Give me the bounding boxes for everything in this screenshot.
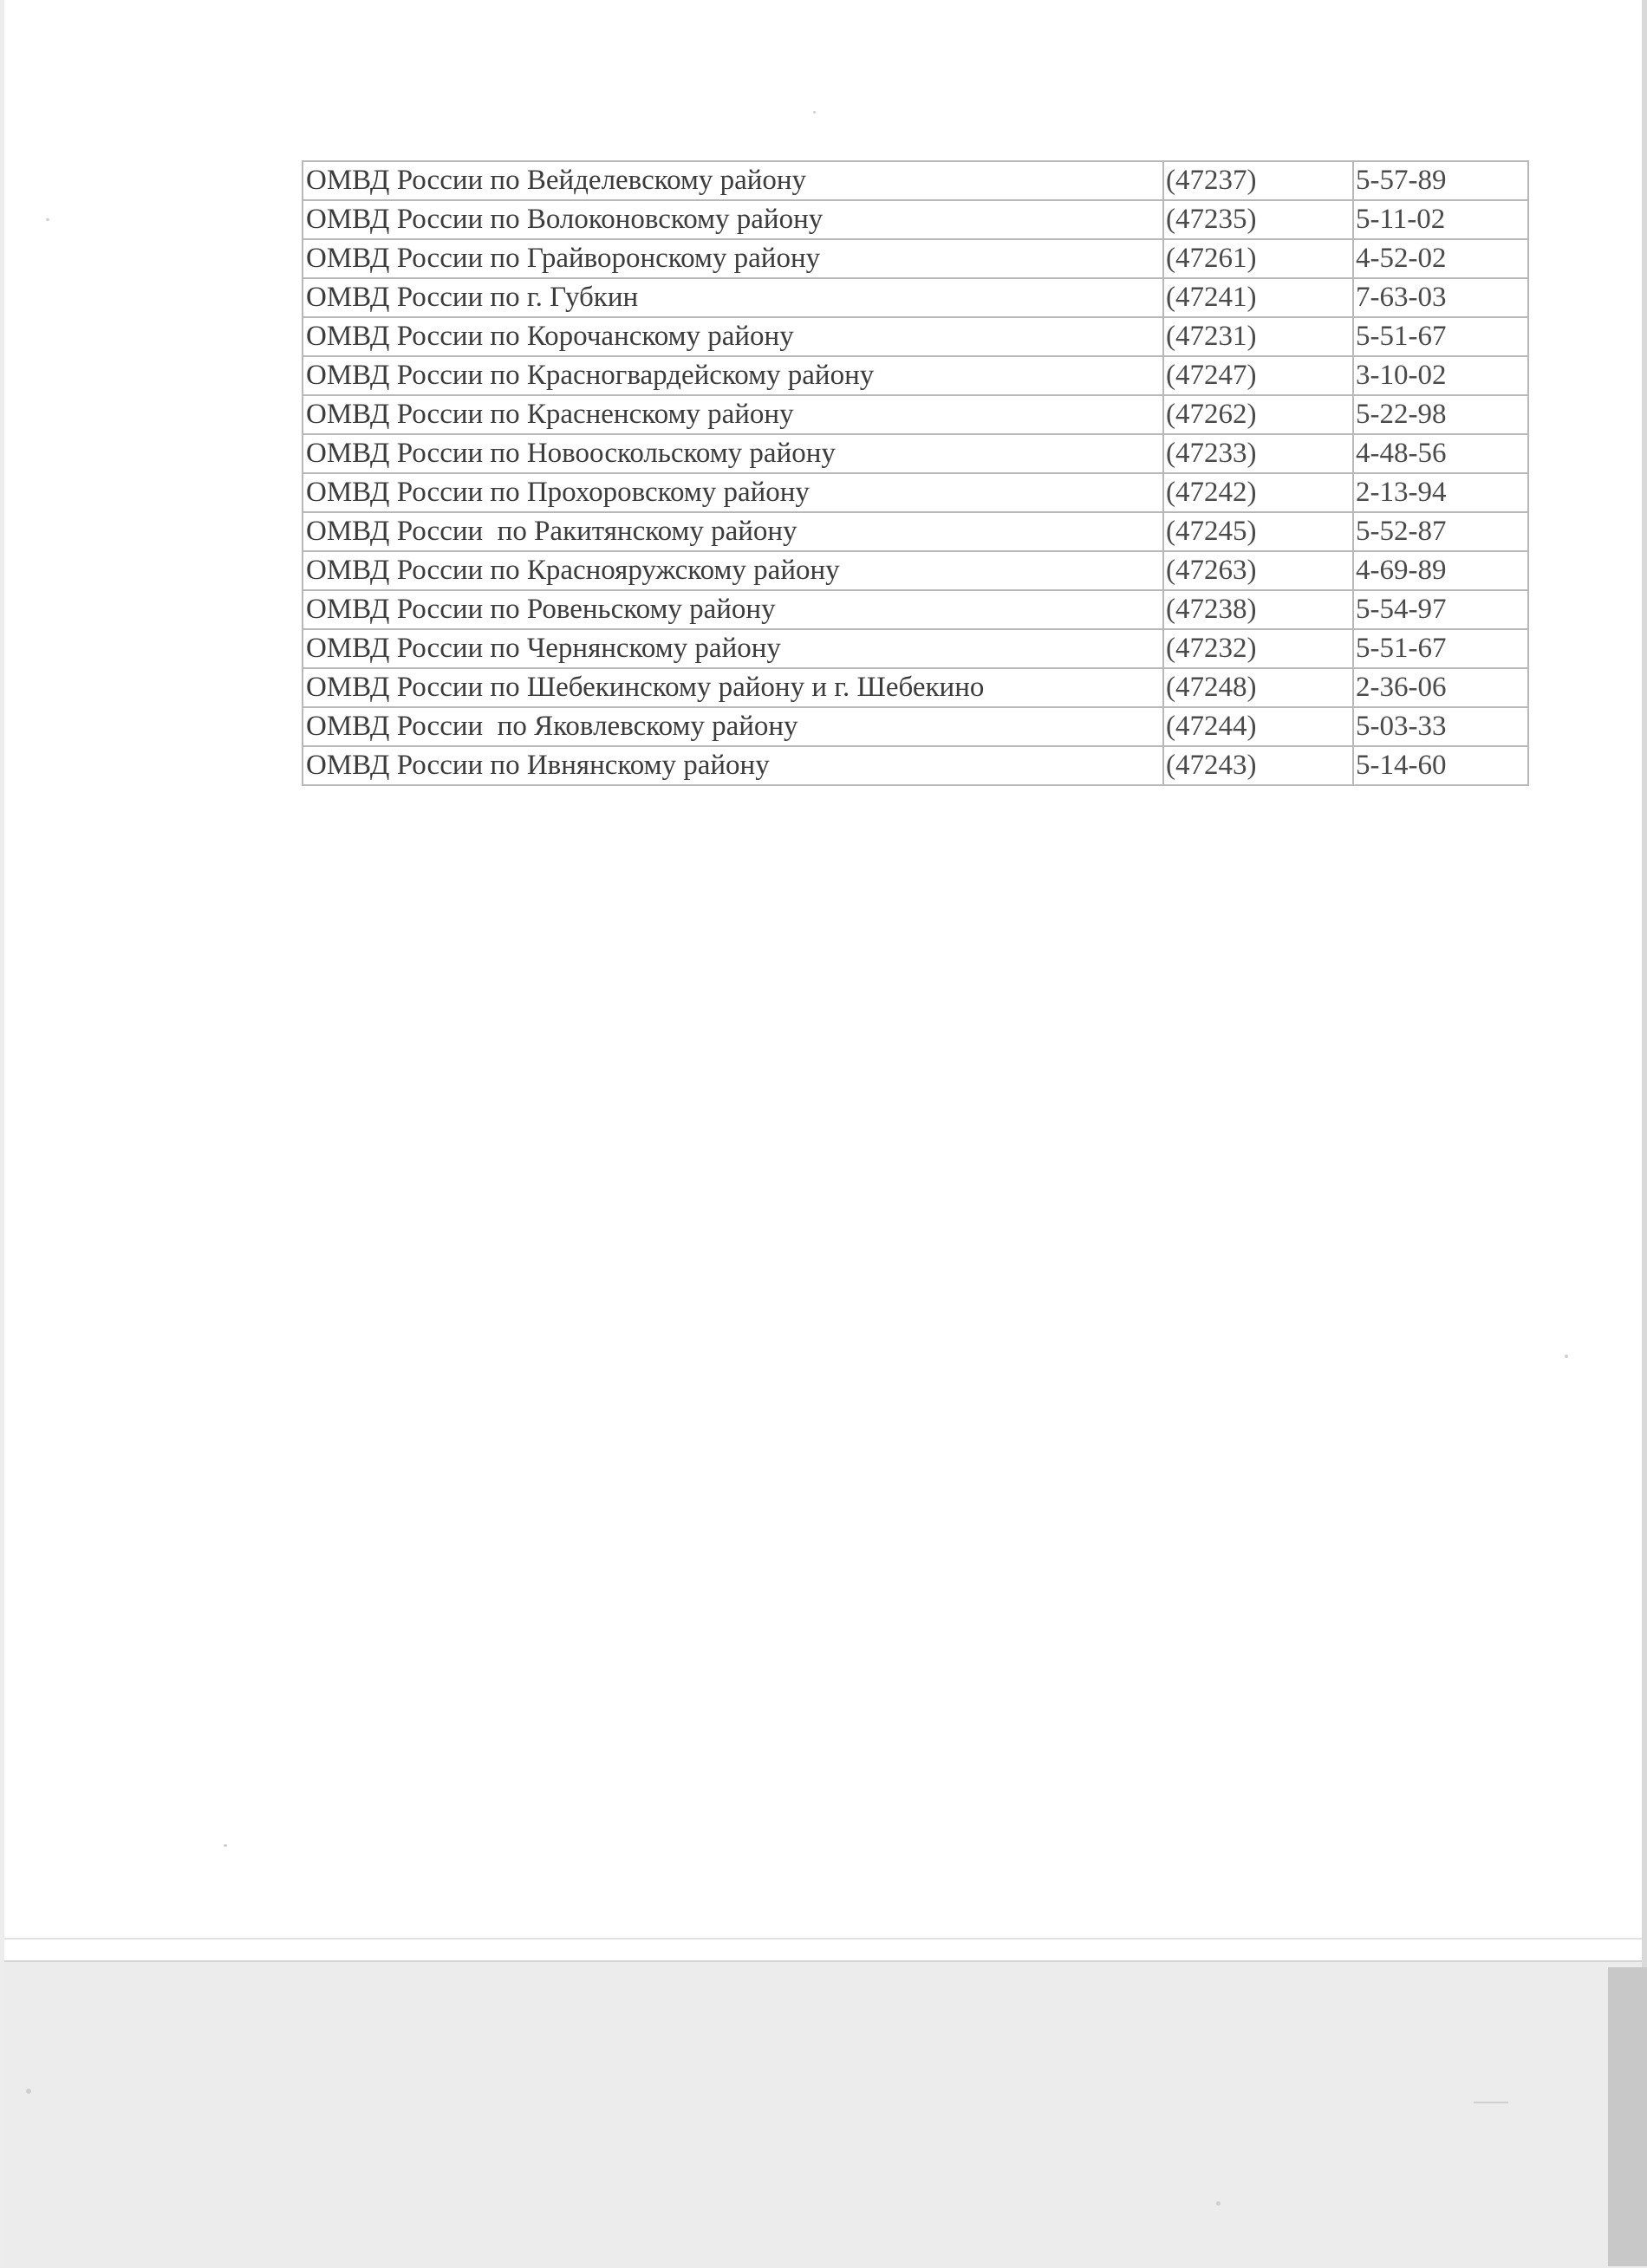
department-name-cell: ОМВД России по Шебекинскому району и г. Шебекино [303,668,1163,707]
scan-speck [26,2089,31,2094]
area-code-cell: (47233) [1163,434,1353,473]
table-row [303,395,1528,434]
table-row [303,707,1528,746]
department-name-cell: ОМВД России по г. Губкин [303,278,1163,317]
scanner-edge-line [0,1938,1647,1940]
scan-speck [1474,2102,1508,2103]
area-code-cell: (47238) [1163,590,1353,629]
department-name-cell: ОМВД России по Грайворонскому району [303,239,1163,278]
area-code-cell: (47231) [1163,317,1353,356]
phone-number-cell: 5-52-87 [1353,512,1528,551]
phone-number-cell: 5-57-89 [1353,161,1528,200]
scan-speck [224,1844,227,1847]
area-code-cell: (47262) [1163,395,1353,434]
table-row [303,317,1528,356]
area-code-cell: (47248) [1163,668,1353,707]
phone-number-cell: 7-63-03 [1353,278,1528,317]
scanner-bed-area [0,1960,1647,2268]
department-name-cell: ОМВД России по Чернянскому району [303,629,1163,668]
area-code-cell: (47243) [1163,746,1353,785]
department-name-cell: ОМВД России по Волоконовскому району [303,200,1163,239]
scan-speck [813,111,816,114]
department-name-cell: ОМВД России по Корочанскому району [303,317,1163,356]
area-code-cell: (47263) [1163,551,1353,590]
area-code-cell: (47235) [1163,200,1353,239]
table-row [303,512,1528,551]
phone-number-cell: 5-54-97 [1353,590,1528,629]
table-row [303,551,1528,590]
table-row [303,200,1528,239]
department-name-cell: ОМВД России по Красненскому району [303,395,1163,434]
department-name-cell: ОМВД России по Вейделевскому району [303,161,1163,200]
phone-number-cell: 4-48-56 [1353,434,1528,473]
phone-number-cell: 5-14-60 [1353,746,1528,785]
phone-number-cell: 5-22-98 [1353,395,1528,434]
right-scan-edge [1642,0,1647,2266]
table-body [303,161,1528,785]
left-scan-edge [0,0,4,2266]
area-code-cell: (47232) [1163,629,1353,668]
area-code-cell: (47241) [1163,278,1353,317]
department-name-cell: ОМВД России по Прохоровскому району [303,473,1163,512]
table-row [303,746,1528,785]
phone-number-cell: 5-11-02 [1353,200,1528,239]
table-row [303,161,1528,200]
table-row [303,473,1528,512]
phone-number-cell: 5-51-67 [1353,629,1528,668]
area-code-cell: (47244) [1163,707,1353,746]
phone-number-cell: 5-03-33 [1353,707,1528,746]
area-code-cell: (47245) [1163,512,1353,551]
phone-number-cell: 5-51-67 [1353,317,1528,356]
department-name-cell: ОМВД России по Яковлевскому району [303,707,1163,746]
department-name-cell: ОМВД России по Красногвардейскому району [303,356,1163,395]
department-name-cell: ОМВД России по Краснояружскому району [303,551,1163,590]
scan-speck [1565,1355,1568,1358]
phone-number-cell: 2-36-06 [1353,668,1528,707]
table-row [303,434,1528,473]
department-name-cell: ОМВД России по Ивнянскому району [303,746,1163,785]
phone-number-cell: 4-69-89 [1353,551,1528,590]
phone-number-cell: 4-52-02 [1353,239,1528,278]
area-code-cell: (47242) [1163,473,1353,512]
department-name-cell: ОМВД России по Новооскольскому району [303,434,1163,473]
table-row [303,629,1528,668]
table-row [303,278,1528,317]
area-code-cell: (47247) [1163,356,1353,395]
scan-speck [1216,2201,1221,2206]
phone-number-cell: 3-10-02 [1353,356,1528,395]
department-name-cell: ОМВД России по Ровеньскому району [303,590,1163,629]
table-row [303,356,1528,395]
scan-speck [46,218,49,221]
phone-number-cell: 2-13-94 [1353,473,1528,512]
department-name-cell: ОМВД России по Ракитянскому району [303,512,1163,551]
scanner-corner-shadow [1608,1967,1647,2266]
area-code-cell: (47237) [1163,161,1353,200]
area-code-cell: (47261) [1163,239,1353,278]
omvd-phone-table [302,160,1529,786]
table-row [303,668,1528,707]
table-row [303,590,1528,629]
table-row [303,239,1528,278]
